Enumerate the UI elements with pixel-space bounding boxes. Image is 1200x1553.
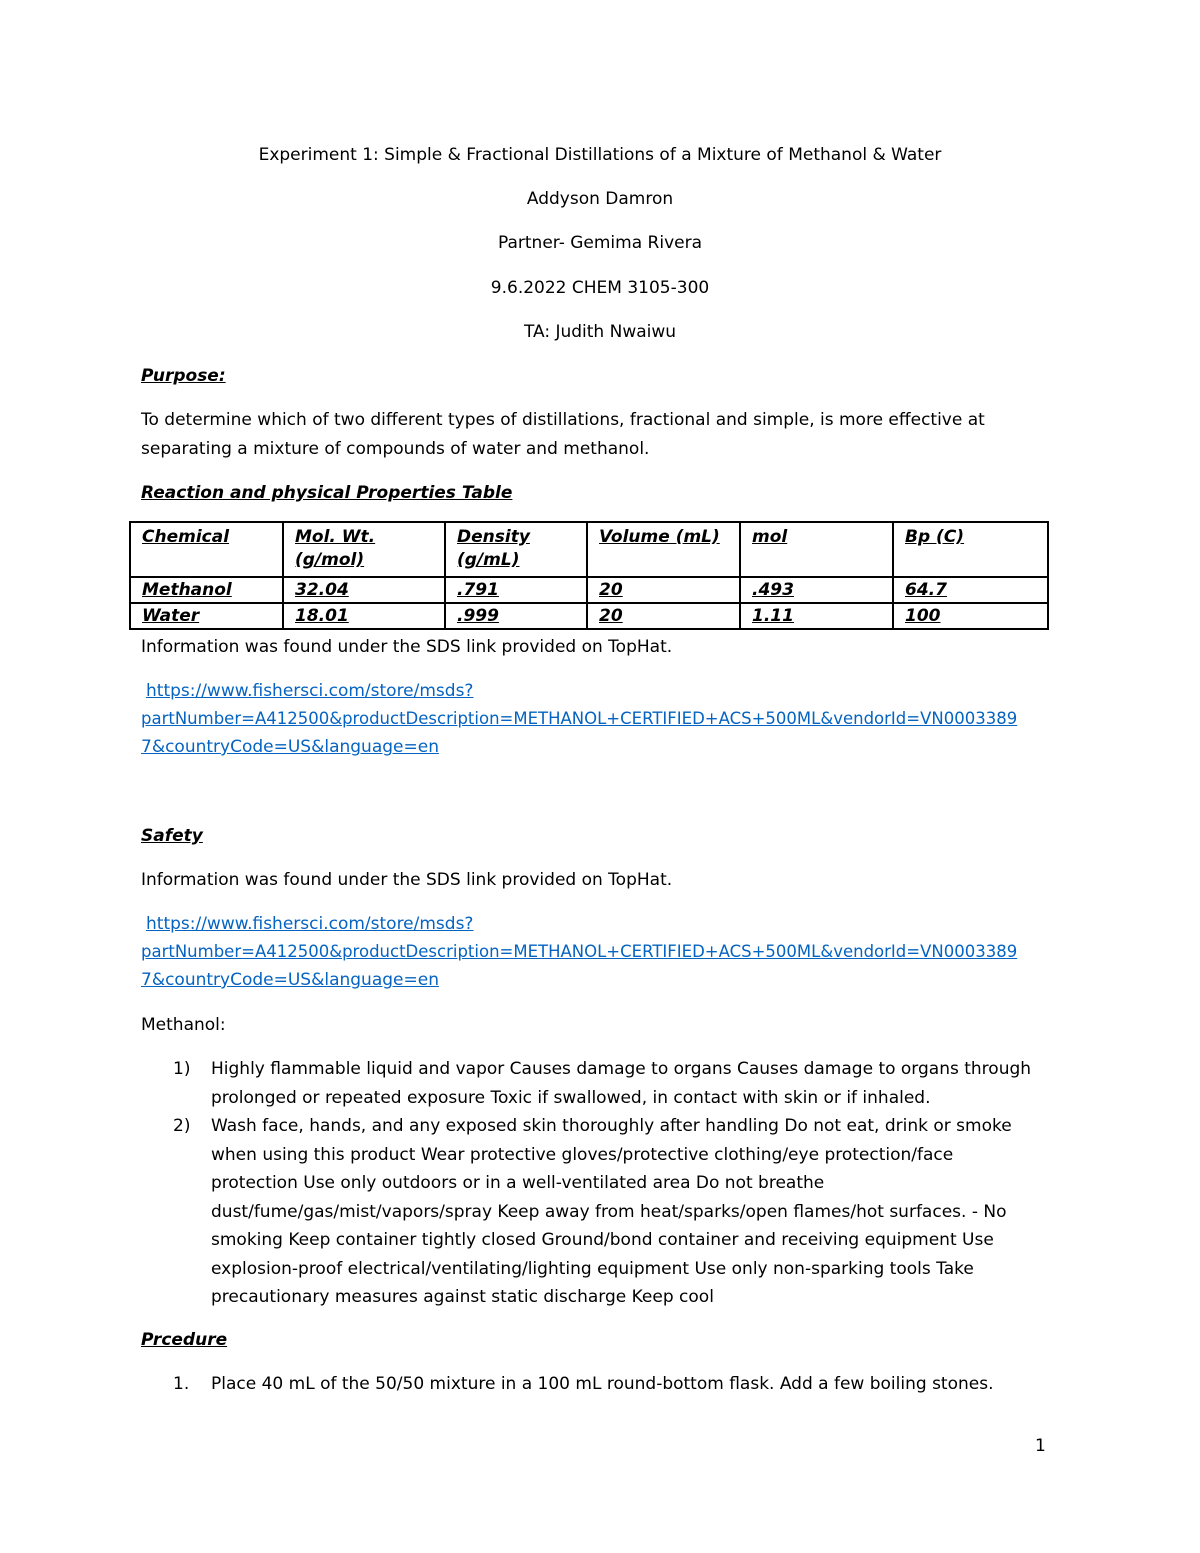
table-cell: 1.11: [740, 603, 893, 629]
table-header-row: [130, 522, 1048, 577]
table-cell: Methanol: [130, 577, 283, 603]
partner-name: Partner- Gemima Rivera: [498, 233, 702, 253]
list-item-number: 1.: [173, 1374, 190, 1394]
list-item-text: Wash face, hands, and any exposed skin thoroughly after handling Do not eat, drink or smoke when using this product Wear protective gloves/protective clothing/eye protection/face protection Use only outdoors or in a well-ventilated area Do not breathe dust/fume/gas/mist/vapors/spray Keep away from heat/sparks/open flames/hot surfaces. - No smoking Keep container tightly closed Ground/bond container and receiving equipment Use explosion-proof electrical/ventilating/lighting equipment Use only non-sparking tools Take precautionary measures against static discharge Keep cool: [211, 1116, 1012, 1307]
table-heading: Reaction and physical Properties Table: [141, 483, 513, 503]
list-item-number: 2): [173, 1116, 191, 1136]
procedure-heading: Prcedure: [141, 1330, 228, 1350]
properties-table: [129, 521, 1049, 630]
table-row: [130, 603, 1048, 629]
table-cell: .493: [740, 577, 893, 603]
list-item: [141, 1370, 1041, 1399]
table-cell: .999: [445, 603, 587, 629]
sds-link-line[interactable]: https://www.fishersci.com/store/msds?: [146, 681, 474, 701]
list-item-number: 1): [173, 1059, 191, 1079]
column-header: mol: [740, 522, 893, 577]
sds-link-line[interactable]: 7&countryCode=US&language=en: [141, 970, 439, 990]
safety-list: [141, 1055, 1041, 1312]
table-cell: 18.01: [283, 603, 445, 629]
column-header: Bp (C): [893, 522, 1048, 577]
table-cell: 20: [587, 577, 740, 603]
table-cell: .791: [445, 577, 587, 603]
table-cell: 64.7: [893, 577, 1048, 603]
ta-name: TA: Judith Nwaiwu: [523, 322, 677, 342]
table-cell: 20: [587, 603, 740, 629]
safety-source-note: Information was found under the SDS link provided on TopHat.: [141, 870, 673, 890]
list-item-text: Highly flammable liquid and vapor Causes damage to organs Causes damage to organs through prolonged or repeated exposure Toxic if swallowed, in contact with skin or if inhaled.: [211, 1059, 1032, 1108]
sds-link-line[interactable]: partNumber=A412500&productDescription=METHANOL+CERTIFIED+ACS+500ML&vendorId=VN0003389: [141, 942, 1018, 961]
purpose-heading: Purpose:: [141, 366, 226, 386]
column-header: Density (g/mL): [445, 522, 587, 577]
sds-link-line[interactable]: partNumber=A412500&productDescription=METHANOL+CERTIFIED+ACS+500ML&vendorId=VN0003389: [141, 709, 1018, 728]
sds-link-line[interactable]: 7&countryCode=US&language=en: [141, 737, 439, 757]
sds-link-line[interactable]: https://www.fishersci.com/store/msds?: [146, 914, 474, 934]
list-item: [141, 1112, 1041, 1312]
date-course: 9.6.2022 CHEM 3105-300: [490, 278, 710, 298]
list-item: [141, 1055, 1041, 1112]
purpose-text: To determine which of two different types of distillations, fractional and simple, is more effective at separating a mixture of compounds of water and methanol.: [141, 410, 985, 459]
document-title: Experiment 1: Simple & Fractional Distillations of a Mixture of Methanol & Water: [258, 145, 942, 165]
column-header: Mol. Wt. (g/mol): [283, 522, 445, 577]
column-header: Chemical: [130, 522, 283, 577]
table-source-note: Information was found under the SDS link provided on TopHat.: [141, 637, 673, 657]
procedure-list: [141, 1370, 1041, 1399]
column-header: Volume (mL): [587, 522, 740, 577]
table-row: [130, 577, 1048, 603]
table-cell: 32.04: [283, 577, 445, 603]
methanol-subheading: Methanol:: [141, 1015, 226, 1035]
table-cell: Water: [130, 603, 283, 629]
table-cell: 100: [893, 603, 1048, 629]
safety-heading: Safety: [141, 826, 203, 846]
author-name: Addyson Damron: [526, 189, 674, 209]
list-item-text: Place 40 mL of the 50/50 mixture in a 100 mL round-bottom flask. Add a few boiling stones.: [211, 1374, 994, 1394]
page-number: 1: [1035, 1436, 1046, 1456]
